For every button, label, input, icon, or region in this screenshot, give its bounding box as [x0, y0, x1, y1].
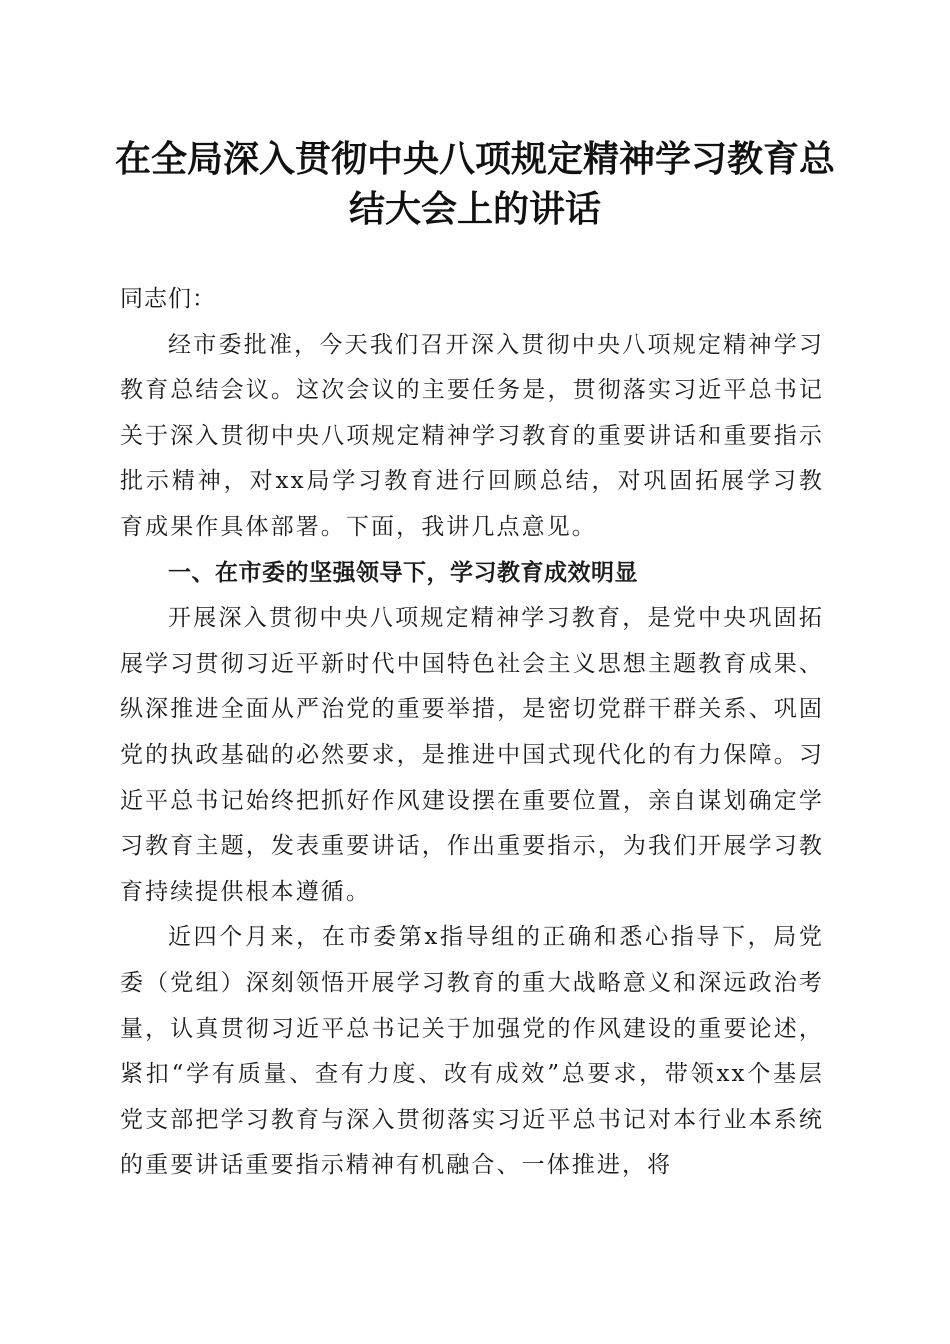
paragraph-intro: 经市委批准，今天我们召开深入贯彻中央八项规定精神学习教育总结会议。这次会议的主要任务是，贯彻落实习近平总书记关于深入贯彻中央八项规定精神学习教育的重要讲话和重要指示批示精神，对xx局学习教育进行回顾总结，对巩固拓展学习教育成果作具体部署。下面，我讲几点意见。 — [120, 331, 824, 540]
document-body — [120, 277, 824, 1189]
paragraph-significance: 开展深入贯彻中央八项规定精神学习教育，是党中央巩固拓展学习贯彻习近平新时代中国特色社会主义思想主题教育成果、纵深推进全面从严治党的重要举措，是密切党群干群关系、巩固党的执政基础的必然要求，是推进中国式现代化的有力保障。习近平总书记始终把抓好作风建设摆在重要位置，亲自谋划确定学习教育主题，发表重要讲话，作出重要指示，为我们开展学习教育持续提供根本遵循。 — [120, 605, 824, 905]
section-heading-1: 一、在市委的坚强领导下，学习教育成效明显 — [168, 559, 638, 586]
document-title: 在全局深入贯彻中央八项规定精神学习教育总结大会上的讲话 — [114, 138, 835, 230]
greeting: 同志们： — [120, 286, 216, 312]
paragraph-progress: 近四个月来，在市委第x指导组的正确和悉心指导下，局党委（党组）深刻领悟开展学习教育的重大战略意义和深远政治考量，认真贯彻习近平总书记关于加强党的作风建设的重要论述，紧扣“学有质量、查有力度、改有成效”总要求，带领xx个基层党支部把学习教育与深入贯彻落实习近平总书记对本行业本系统的重要讲话重要指示精神有机融合、一体推进，将 — [120, 924, 824, 1179]
